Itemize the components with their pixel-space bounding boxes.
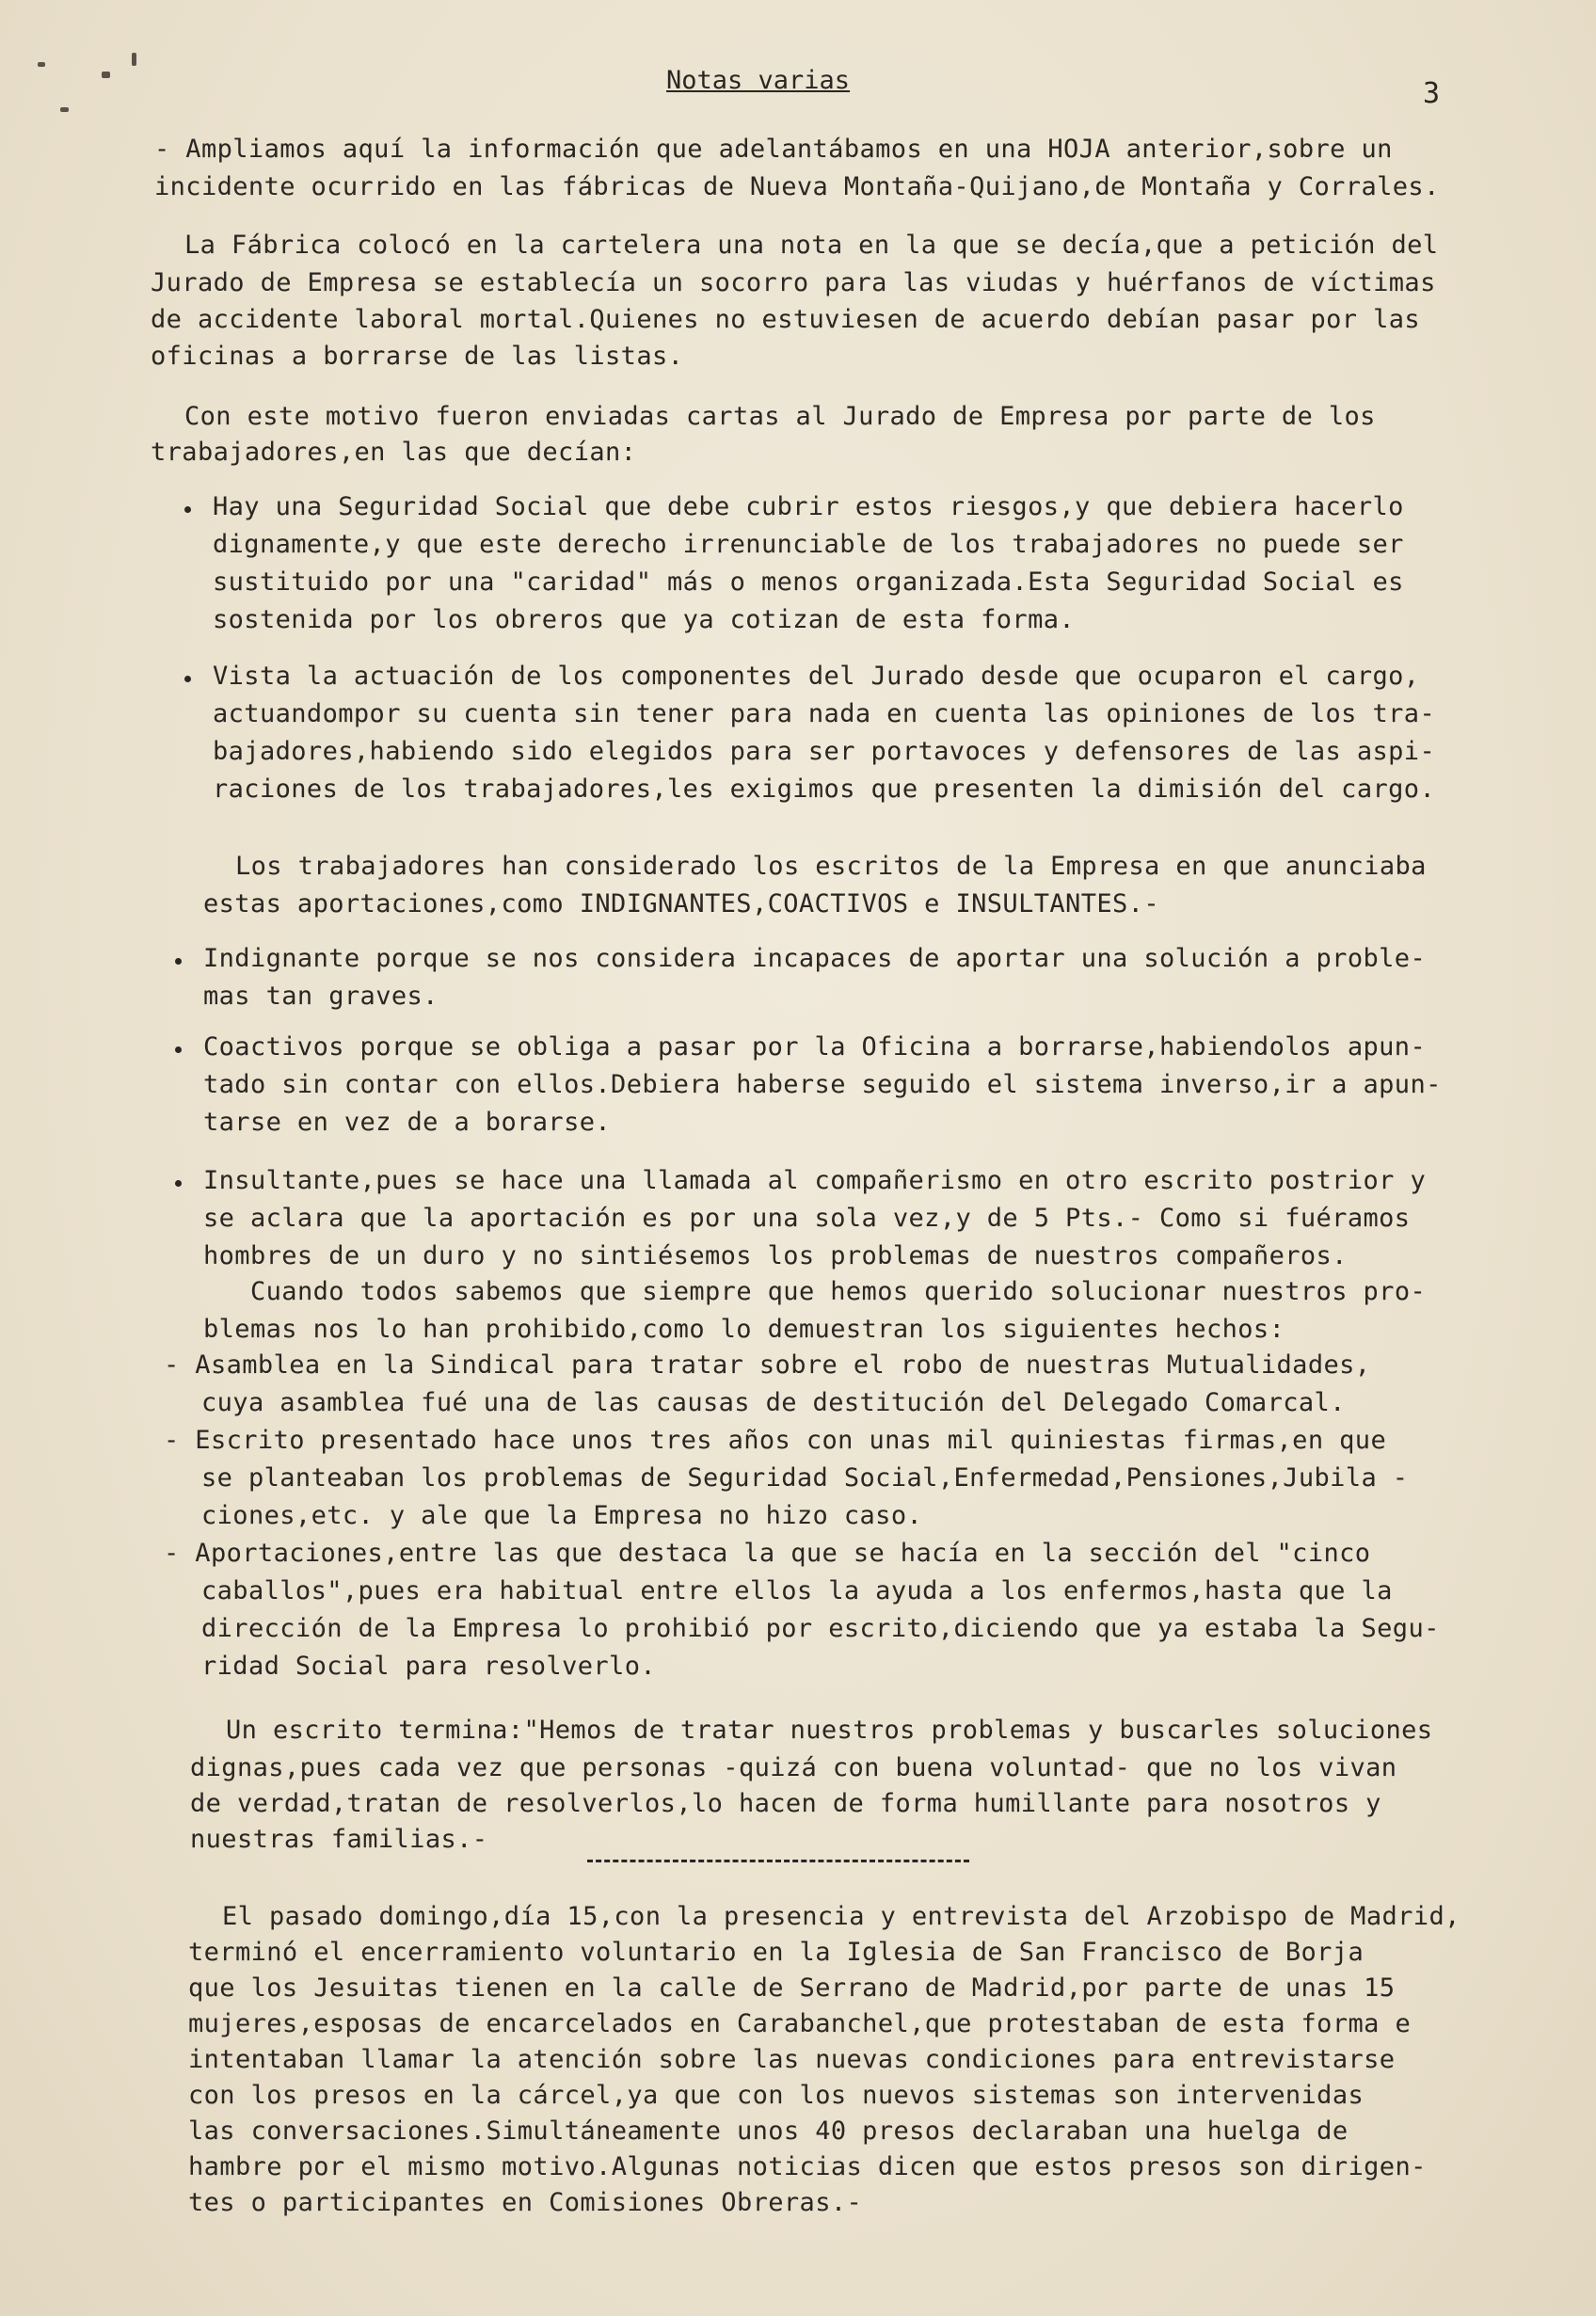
text-line: tes o participantes en Comisiones Obreras.-	[188, 2188, 863, 2217]
text-line: trabajadores,en las que decían:	[151, 438, 637, 467]
text-line: intentaban llamar la atención sobre las nuevas condiciones para entrevistarse	[188, 2045, 1396, 2074]
text-line: de verdad,tratan de resolverlos,lo hacen de forma humillante para nosotros y	[190, 1789, 1381, 1818]
text-line: - Asamblea en la Sindical para tratar sobre el robo de nuestras Mutualidades,	[164, 1350, 1371, 1380]
text-line: bajadores,habiendo sido elegidos para ser portavoces y defensores de las aspi-	[213, 737, 1436, 766]
text-line: Coactivos porque se obliga a pasar por la Oficina a borrarse,habiendolos apun-	[203, 1032, 1427, 1062]
text-line: de accidente laboral mortal.Quienes no estuviesen de acuerdo debían pasar por las	[151, 305, 1421, 334]
text-line: - Ampliamos aquí la información que adelantábamos en una HOJA anterior,sobre un	[154, 135, 1393, 164]
text-line: caballos",pues era habitual entre ellos la ayuda a los enfermos,hasta que la	[201, 1576, 1393, 1605]
paper-speck	[102, 72, 110, 78]
bullet-icon	[175, 1180, 182, 1187]
section-divider	[587, 1860, 969, 1862]
bullet-icon	[175, 1046, 182, 1053]
text-line: con los presos en la cárcel,ya que con los nuevos sistemas son intervenidas	[188, 2081, 1365, 2110]
text-line: tarse en vez de a borarse.	[203, 1108, 612, 1137]
text-line: cuya asamblea fué una de las causas de destitución del Delegado Comarcal.	[201, 1388, 1346, 1417]
text-line: hombres de un duro y no sintiésemos los problemas de nuestros compañeros.	[203, 1241, 1348, 1270]
text-line: Jurado de Empresa se establecía un socorro para las viudas y huérfanos de víctimas	[151, 268, 1436, 297]
text-line: terminó el encerramiento voluntario en la Iglesia de San Francisco de Borja	[188, 1938, 1365, 1967]
text-line: - Escrito presentado hace unos tres años con unas mil quiniestas firmas,en que	[164, 1426, 1387, 1455]
text-line: Un escrito termina:"Hemos de tratar nuestros problemas y buscarles soluciones	[226, 1716, 1433, 1745]
bullet-icon	[184, 676, 191, 682]
paper-speck	[132, 53, 136, 66]
text-line: El pasado domingo,día 15,con la presencia y entrevista del Arzobispo de Madrid,	[222, 1902, 1460, 1931]
text-line: raciones de los trabajadores,les exigimos que presenten la dimisión del cargo.	[213, 775, 1436, 804]
text-line: ciones,etc. y ale que la Empresa no hizo caso.	[201, 1501, 923, 1530]
bullet-icon	[184, 506, 191, 513]
text-line: blemas nos lo han prohibido,como lo demuestran los siguientes hechos:	[203, 1315, 1285, 1344]
text-line: se planteaban los problemas de Seguridad Social,Enfermedad,Pensiones,Jubila -	[201, 1463, 1409, 1493]
text-line: oficinas a borrarse de las listas.	[151, 342, 684, 371]
paper-speck	[60, 107, 69, 112]
text-line: Insultante,pues se hace una llamada al compañerismo en otro escrito postrior y	[203, 1166, 1427, 1195]
text-line: tado sin contar con ellos.Debiera haberse seguido el sistema inverso,ir a apun-	[203, 1070, 1442, 1099]
text-line: incidente ocurrido en las fábricas de Nueva Montaña-Quijano,de Montaña y Corrales.	[154, 172, 1440, 201]
page-number: 3	[1423, 77, 1441, 110]
text-line: Hay una Seguridad Social que debe cubrir estos riesgos,y que debiera hacerlo	[213, 492, 1404, 521]
text-line: sustituido por una "caridad" más o menos organizada.Esta Seguridad Social es	[213, 567, 1404, 597]
text-line: Los trabajadores han considerado los escritos de la Empresa en que anunciaba	[235, 852, 1427, 881]
text-line: las conversaciones.Simultáneamente unos 40 presos declaraban una huelga de	[188, 2116, 1349, 2146]
text-line: - Aportaciones,entre las que destaca la que se hacía en la sección del "cinco	[164, 1539, 1371, 1568]
text-line: hambre por el mismo motivo.Algunas noticias dicen que estos presos son dirigen-	[188, 2152, 1427, 2181]
text-line: actuandompor su cuenta sin tener para nada en cuenta las opiniones de los tra-	[213, 699, 1436, 728]
page-title: Notas varias	[666, 66, 851, 95]
text-line: Vista la actuación de los componentes del Jurado desde que ocuparon el cargo,	[213, 662, 1420, 691]
bullet-icon	[175, 958, 182, 965]
text-line: que los Jesuitas tienen en la calle de Serrano de Madrid,por parte de unas 15	[188, 1973, 1396, 2003]
text-line: estas aportaciones,como INDIGNANTES,COACTIVOS e INSULTANTES.-	[203, 889, 1159, 918]
paper-speck	[38, 62, 45, 67]
text-line: mujeres,esposas de encarcelados en Carabanchel,que protestaban de esta forma e	[188, 2009, 1412, 2038]
text-line: dignamente,y que este derecho irrenunciable de los trabajadores no puede ser	[213, 530, 1404, 559]
text-line: se aclara que la aportación es por una sola vez,y de 5 Pts.- Como si fuéramos	[203, 1204, 1411, 1233]
text-line: La Fábrica colocó en la cartelera una nota en la que se decía,que a petición del	[184, 231, 1439, 260]
text-line: dirección de la Empresa lo prohibió por escrito,diciendo que ya estaba la Segu-	[201, 1614, 1440, 1643]
text-line: dignas,pues cada vez que personas -quizá con buena voluntad- que no los vivan	[190, 1753, 1397, 1782]
text-line: nuestras familias.-	[190, 1825, 488, 1854]
text-line: sostenida por los obreros que ya cotizan de esta forma.	[213, 605, 1076, 634]
text-line: Con este motivo fueron enviadas cartas al Jurado de Empresa por parte de los	[184, 402, 1376, 431]
text-line: Indignante porque se nos considera incapaces de aportar una solución a proble-	[203, 944, 1427, 973]
text-line: mas tan graves.	[203, 982, 439, 1011]
text-line: ridad Social para resolverlo.	[201, 1652, 657, 1681]
text-line: Cuando todos sabemos que siempre que hemos querido solucionar nuestros pro-	[250, 1277, 1427, 1306]
